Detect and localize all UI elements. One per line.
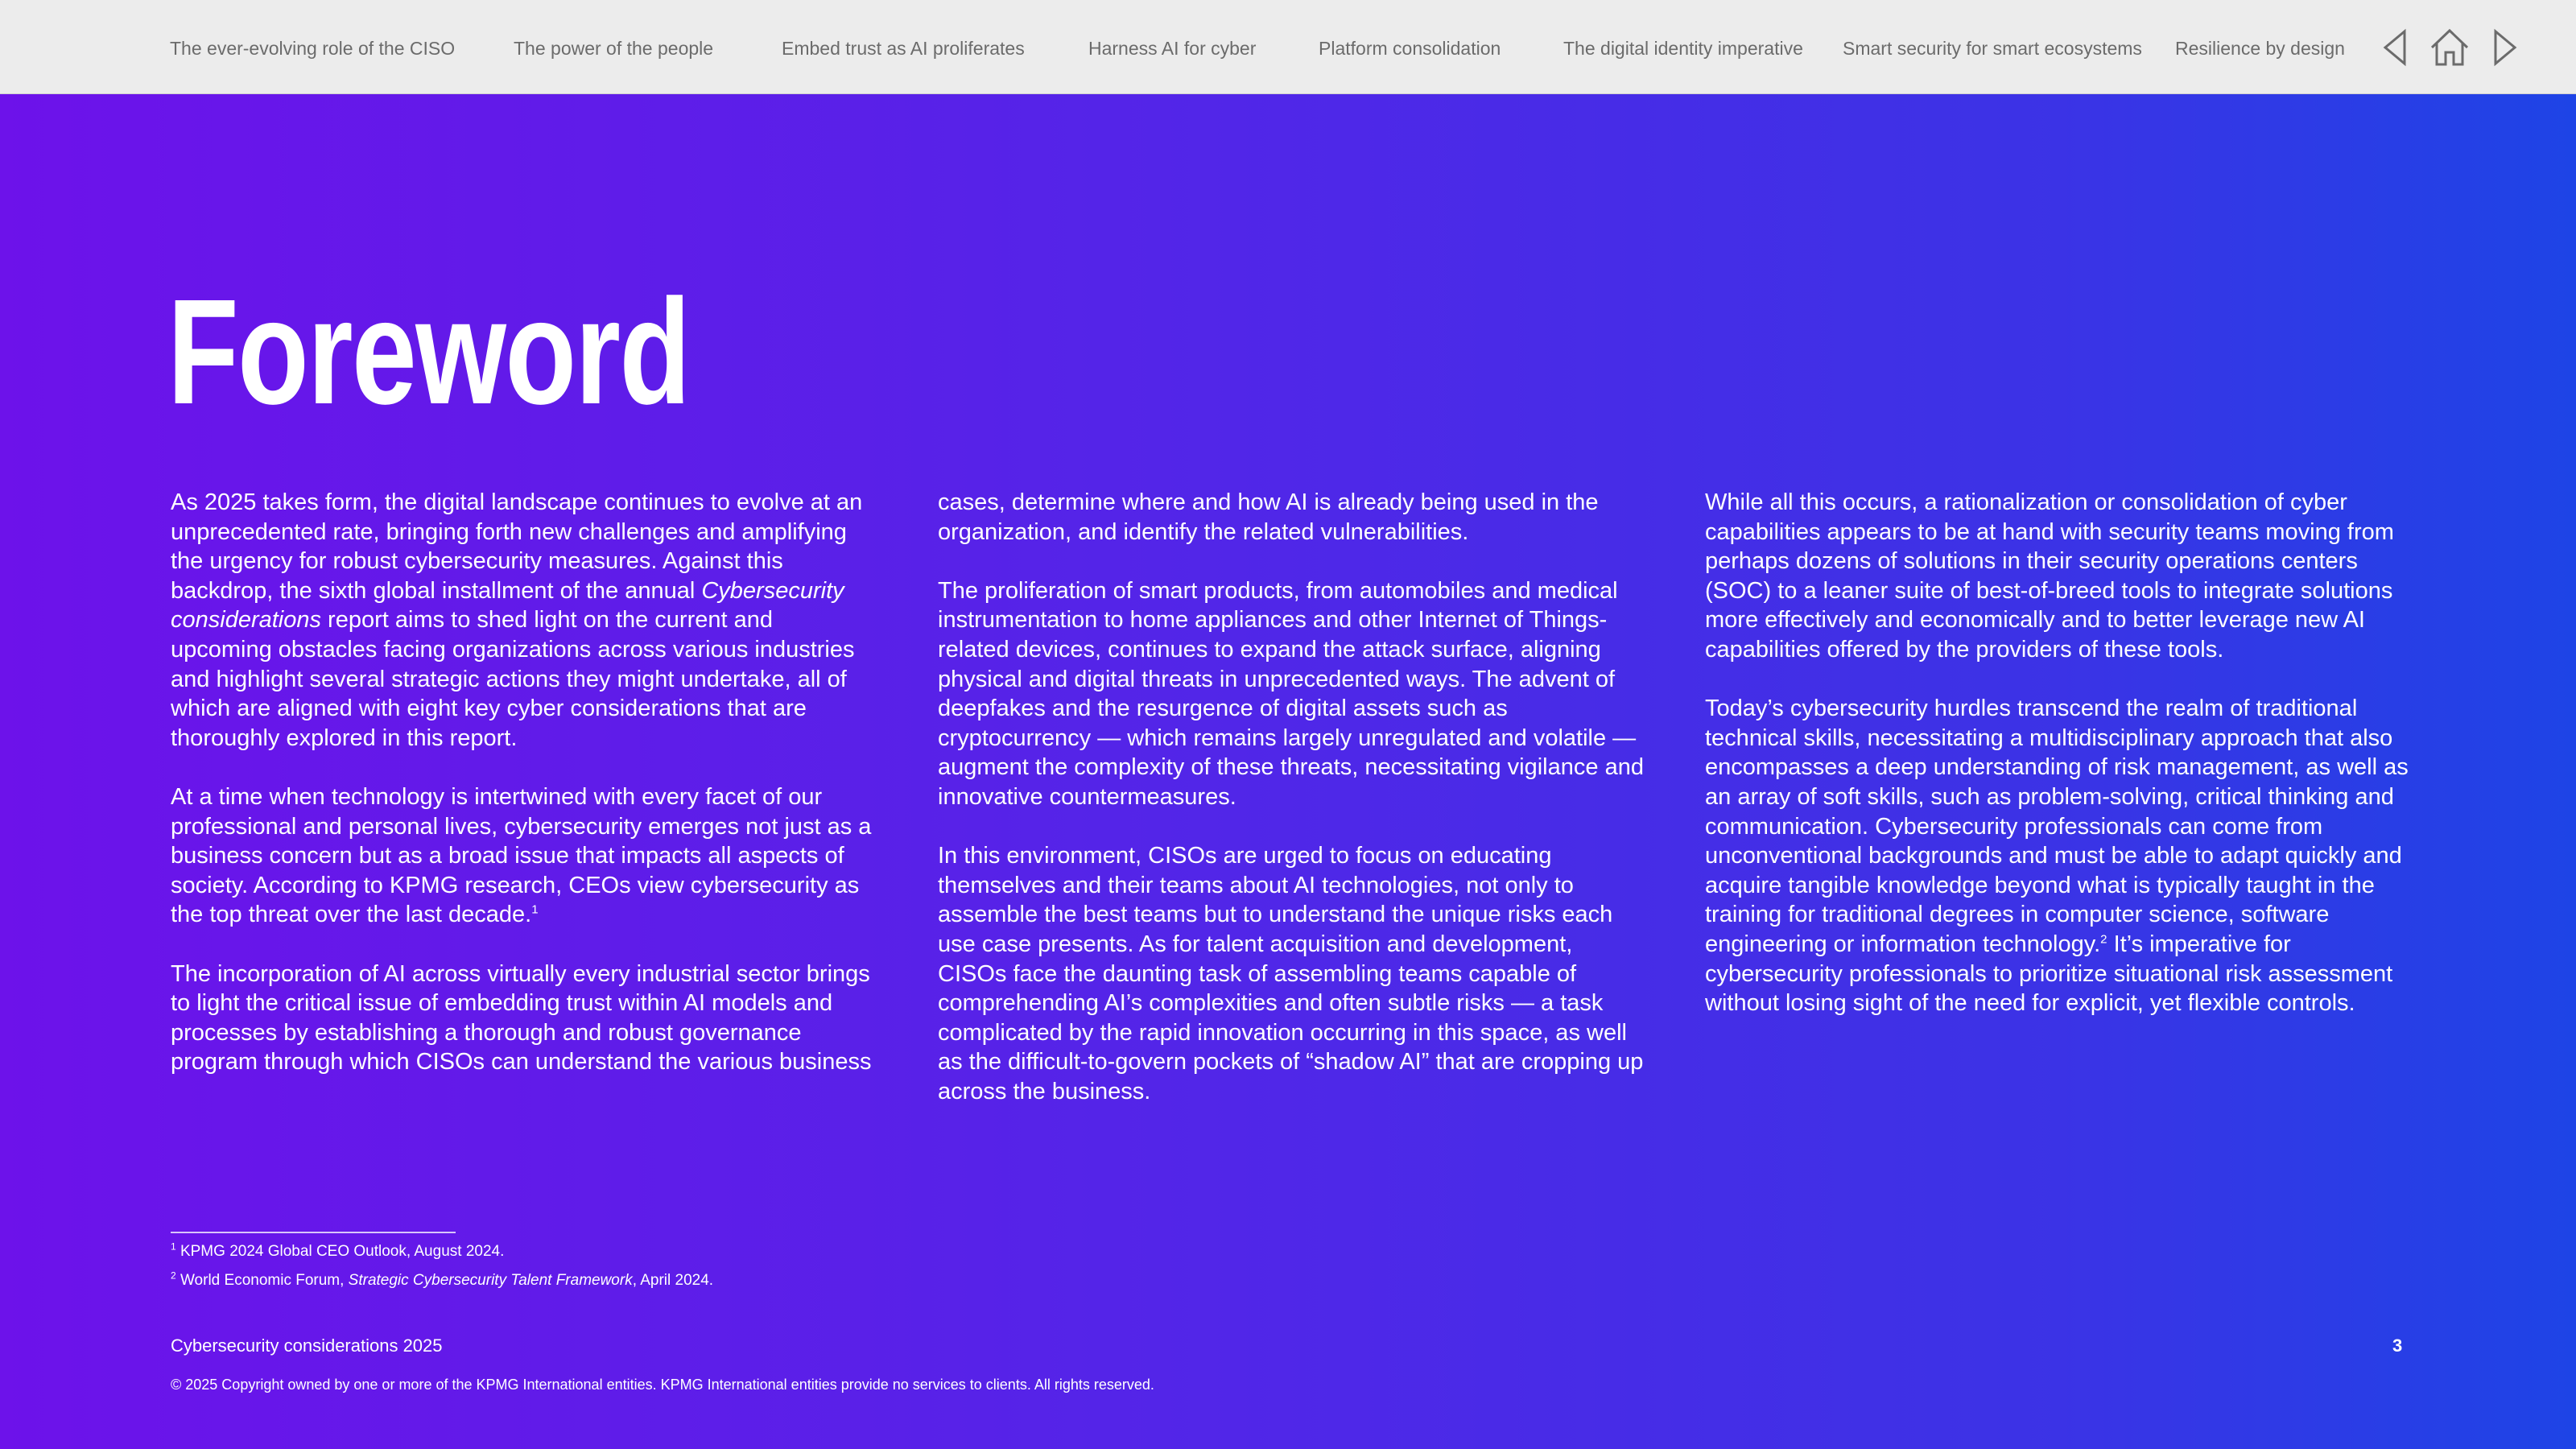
text-run: At a time when technology is intertwined with every facet of our professional and personal lives, cybersecurity emerges not just as a business concern but as a broad issue that impacts all aspects of society. According to KPMG research, CEOs view cybersecurity as the top threat over the last decade. <box>171 783 872 928</box>
top-navigation-bar <box>0 0 2576 94</box>
next-arrow-icon[interactable] <box>2483 26 2526 69</box>
nav-item-ciso-role[interactable]: The ever-evolving role of the CISO <box>170 38 456 59</box>
paragraph: While all this occurs, a rationalization or consolidation of cyber capabilities appears to be at hand with security teams moving from perhaps dozens of solutions in their security operations centers (SOC) to a leaner suite of best-of-breed tools to integrate solutions more effectively and economically and to better leverage new AI capabilities offered by the providers of these tools. <box>1705 489 2394 663</box>
footnote-number: 2 <box>171 1269 176 1282</box>
home-icon[interactable] <box>2428 26 2471 69</box>
paragraph <box>171 488 879 753</box>
footnote-text: , April 2024. <box>632 1272 714 1289</box>
paragraph: The incorporation of AI across virtually every industrial sector brings to light the critical issue of embedding trust within AI models and processes by establishing a thorough and robust governance program through which CISOs can understand the various business <box>171 960 872 1075</box>
nav-item-digital-identity[interactable]: The digital identity imperative <box>1563 38 1803 59</box>
paragraph <box>171 782 879 930</box>
footnote-2 <box>171 1271 713 1290</box>
nav-item-smart-security[interactable]: Smart security for smart ecosystems <box>1843 38 2142 59</box>
footnote-1 <box>171 1242 504 1261</box>
footnote-number: 1 <box>171 1241 176 1253</box>
footnote-reference[interactable]: 2 <box>2100 932 2107 947</box>
copyright-notice: © 2025 Copyright owned by one or more of the KPMG International entities. KPMG International entities provide no services to clients. All rights reserved. <box>171 1377 1154 1393</box>
footnote-text: KPMG 2024 Global CEO Outlook, August 2024. <box>175 1243 505 1260</box>
paragraph <box>1705 694 2413 1018</box>
footnote-italic-title: Strategic Cybersecurity Talent Framework <box>348 1272 633 1289</box>
nav-item-power-of-people[interactable]: The power of the people <box>514 38 714 59</box>
page-title: Foreword <box>167 269 690 436</box>
footnote-divider <box>171 1232 456 1233</box>
nav-item-platform-consolidation[interactable]: Platform consolidation <box>1319 38 1501 59</box>
paragraph: The proliferation of smart products, from automobiles and medical instrumentation to home appliances and other Internet of Things-related devices, continues to expand the attack surface, aligning physical and digital threats in unprecedented ways. The advent of deepfakes and the resurgence of digital assets such as cryptocurrency — which remains largely unregulated and volatile — augment the complexity of these threats, necessitating vigilance and innovative countermeasures. <box>938 577 1644 810</box>
page-number: 3 <box>2392 1335 2403 1356</box>
text-run: report aims to shed light on the current and upcoming obstacles facing organizations across various industries and highlight several strategic actions they might undertake, all of which are aligned with eight key cyber considerations that are thoroughly explored in this report. <box>171 607 855 751</box>
prev-arrow-icon[interactable] <box>2374 26 2417 69</box>
text-run: Today’s cybersecurity hurdles transcend the realm of traditional technical skills, necessitating a multidisciplinary approach that also encompasses a deep understanding of risk management, as well as an array of soft skills, such as problem-solving, critical thinking and communication. Cybersecurity professionals can come from unconventional backgrounds and must be able to adapt quickly and acquire tangible knowledge beyond what is typically taught in the training for traditional degrees in computer science, software engineering or information technology. <box>1705 696 2409 957</box>
nav-item-resilience-by-design[interactable]: Resilience by design <box>2175 38 2345 59</box>
nav-item-harness-ai-cyber[interactable]: Harness AI for cyber <box>1088 38 1257 59</box>
report-title-italic: Cybersecurity considerations <box>171 577 844 634</box>
text-run: As 2025 takes form, the digital landscape continues to evolve at an unprecedented rate, bringing forth new challenges and amplifying the urgency for robust cybersecurity measures. Against this backdrop, the sixth global installment of the annual <box>171 489 863 604</box>
footnote-text: World Economic Forum, <box>175 1272 349 1289</box>
text-run: It’s imperative for cybersecurity professionals to prioritize situational risk assessment without losing sight of the need for explicit, yet flexible controls. <box>1705 931 2393 1017</box>
report-name: Cybersecurity considerations 2025 <box>171 1335 443 1356</box>
text-column-1 <box>171 488 879 1077</box>
text-column-2 <box>938 488 1646 1106</box>
paragraph: cases, determine where and how AI is already being used in the organization, and identify the related vulnerabilities. <box>938 489 1599 545</box>
footnote-reference[interactable]: 1 <box>531 902 539 917</box>
text-column-3 <box>1705 488 2413 1018</box>
paragraph: In this environment, CISOs are urged to focus on educating themselves and their teams about AI technologies, not only to assemble the best teams but to understand the unique risks each use case presents. As for talent acquisition and development, CISOs face the daunting task of assembling teams capable of comprehending AI’s complexities and often subtle risks — a task complicated by the rapid innovation occurring in this space, as well as the difficult-to-govern pockets of “shadow AI” that are cropping up across the business. <box>938 843 1644 1104</box>
nav-item-embed-trust-ai[interactable]: Embed trust as AI proliferates <box>782 38 1025 59</box>
